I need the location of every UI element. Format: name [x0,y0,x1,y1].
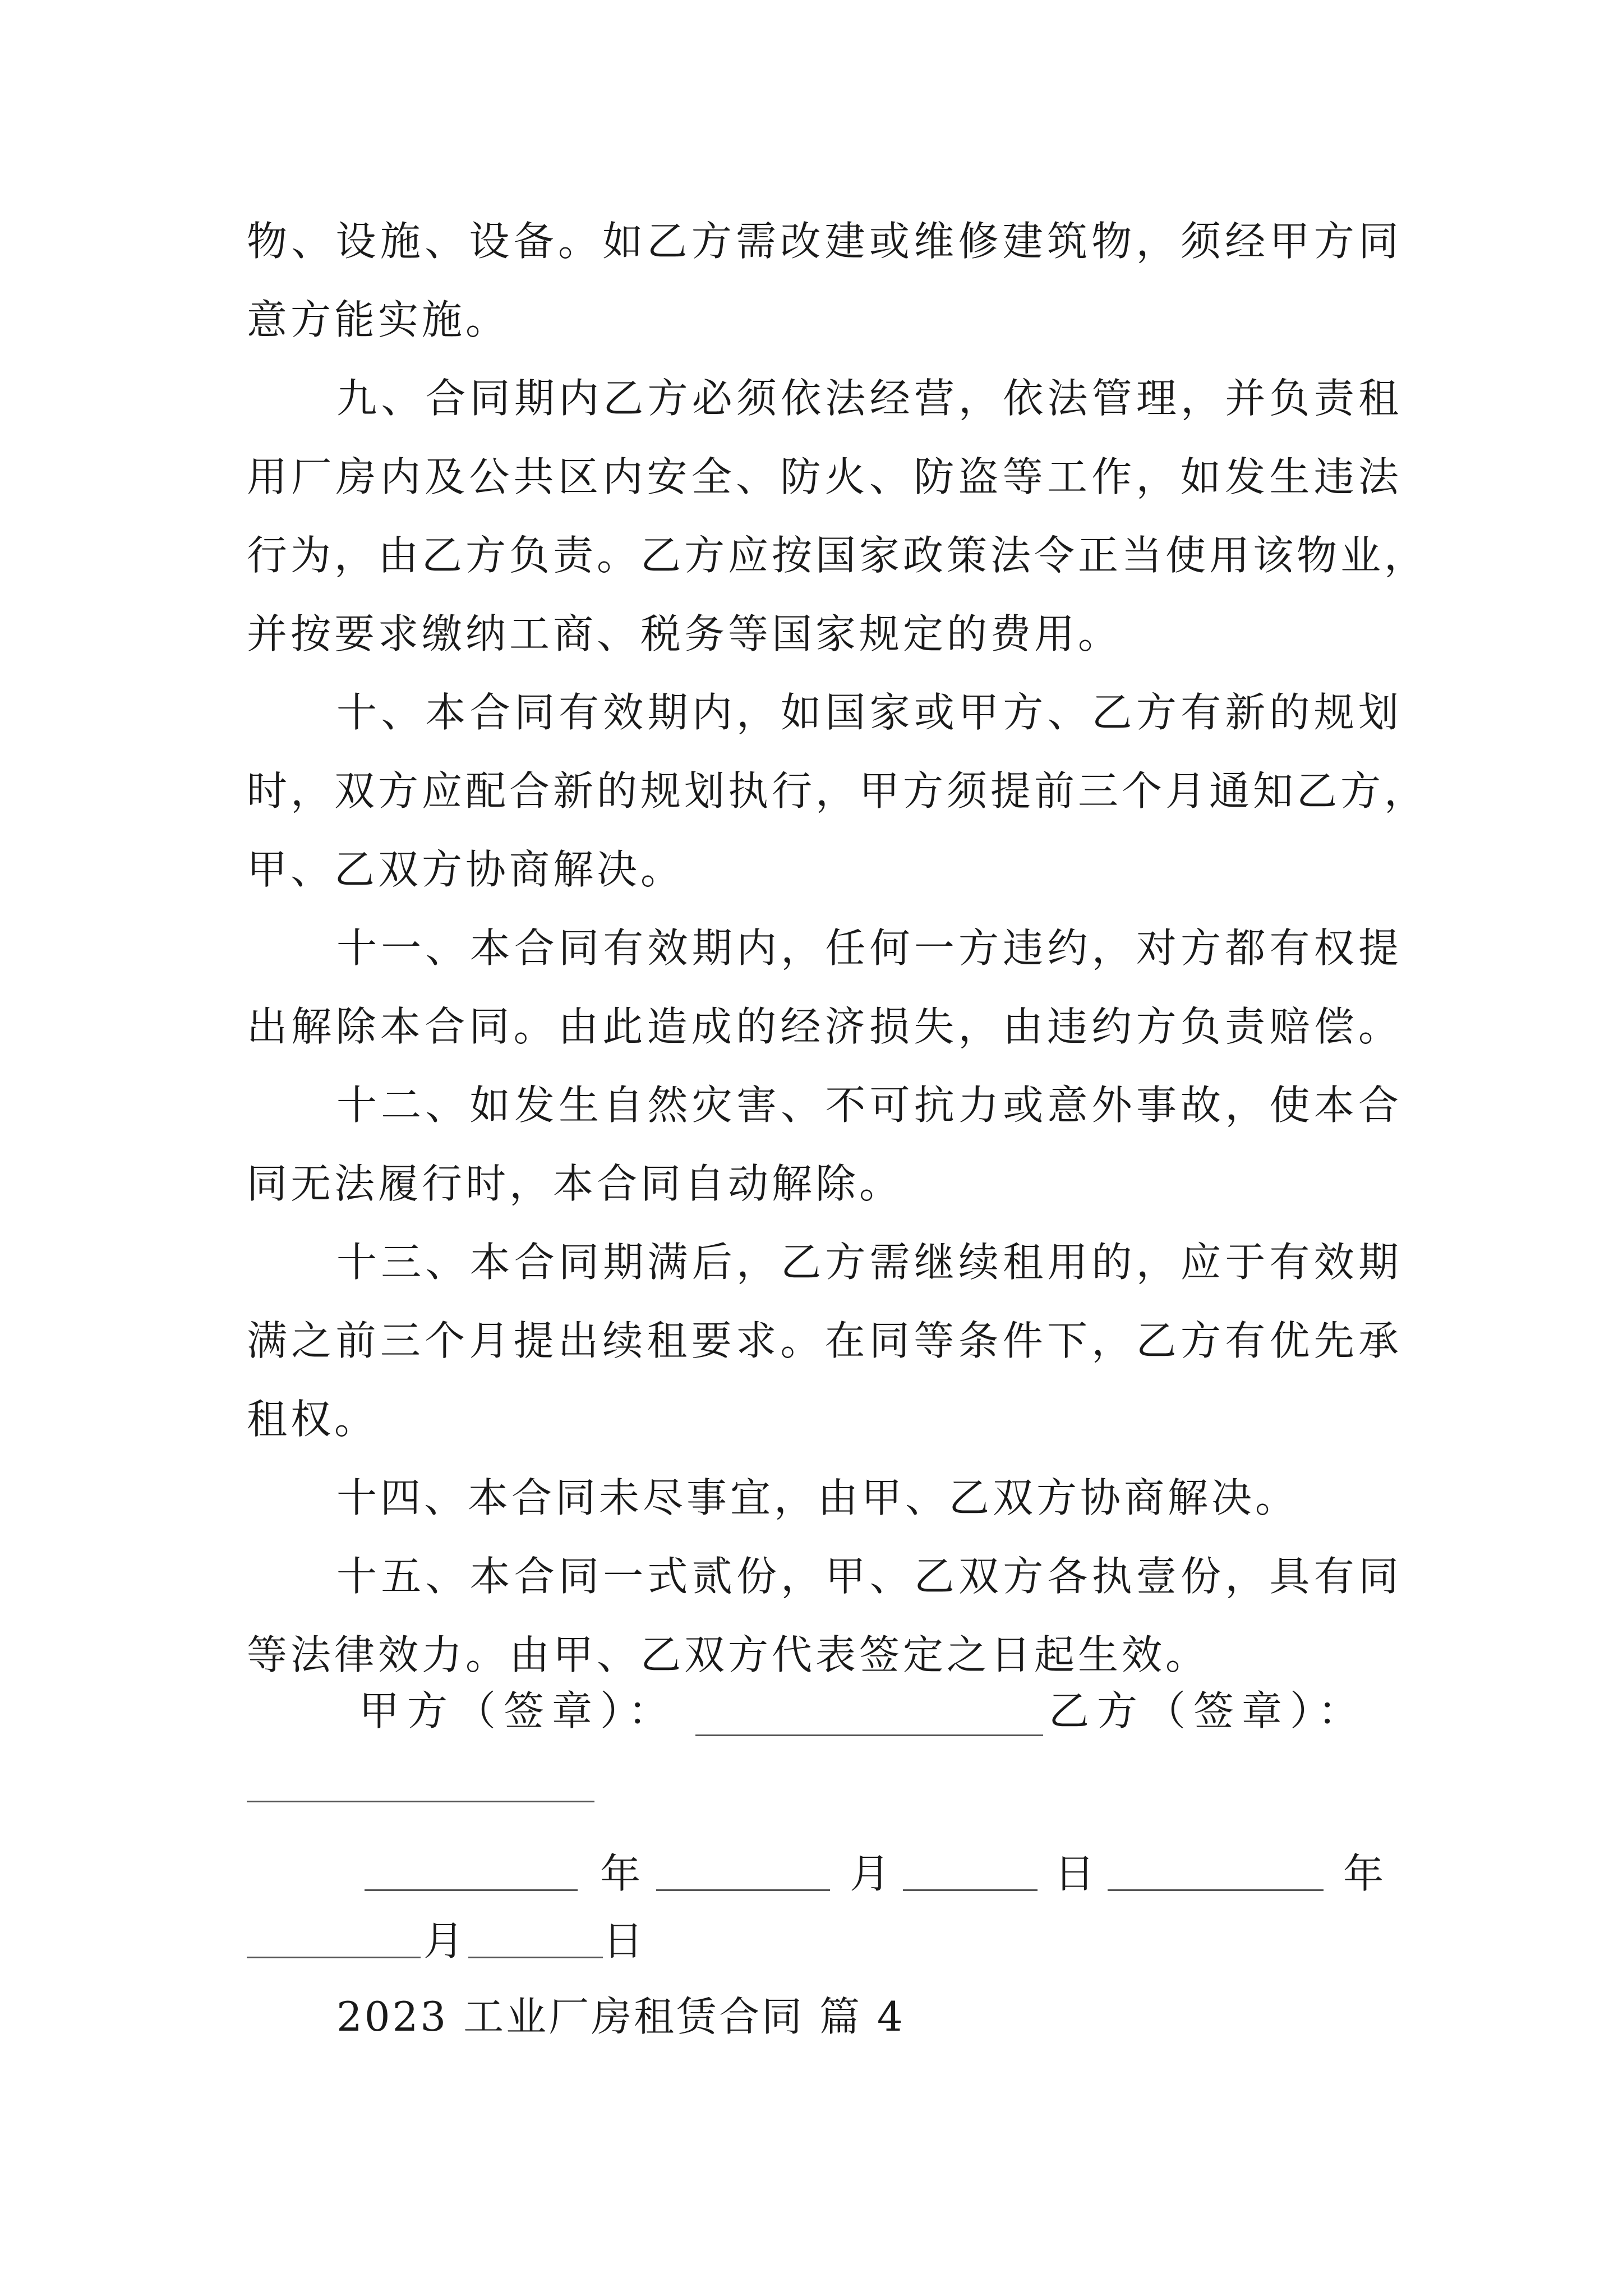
clause-13-line: 租权。 [247,1396,379,1443]
party-a-year-blank[interactable] [365,1889,578,1891]
clause-9-line: 用厂房内及公共区内安全、防火、防盗等工作，如发生违法 [247,453,1402,500]
clause-9-line: 行为，由乙方负责。乙方应按国家政策法令正当使用该物业， [247,532,1428,579]
clause-15-line: 等法律效力。由甲、乙双方代表签定之日起生效。 [247,1631,1210,1678]
paragraph-line: 意方能实施。 [247,296,510,343]
party-a-signature-line[interactable] [695,1734,1043,1736]
clause-14-line: 十四、本合同未尽事宜，由甲、乙双方协商解决。 [336,1474,1299,1521]
next-contract-heading: 2023 工业厂房租赁合同 篇 4 [336,1993,905,2040]
clause-10-line: 时，双方应配合新的规划执行，甲方须提前三个月通知乙方， [247,767,1428,815]
clause-11-line: 出解除本合同。由此造成的经济损失，由违约方负责赔偿。 [247,1003,1402,1050]
party-a-signature-label: 甲方（签章）： [359,1687,677,1734]
party-b-year-label: 年 [1343,1850,1384,1897]
clause-10-line: 十、本合同有效期内，如国家或甲方、乙方有新的规划 [336,689,1402,736]
clause-11-line: 十一、本合同有效期内，任何一方违约，对方都有权提 [336,924,1402,972]
clause-13-line: 满之前三个月提出续租要求。在同等条件下，乙方有优先承 [247,1317,1402,1364]
clause-9-line: 并按要求缴纳工商、税务等国家规定的费用。 [247,610,1122,657]
clause-10-line: 甲、乙双方协商解决。 [247,846,685,893]
party-b-day-label: 日 [603,1917,644,1964]
party-a-month-label: 月 [850,1850,891,1897]
clause-12-line: 同无法履行时，本合同自动解除。 [247,1160,903,1207]
clause-15-line: 十五、本合同一式贰份，甲、乙双方各执壹份，具有同 [336,1553,1402,1600]
party-a-day-label: 日 [1054,1850,1095,1897]
paragraph-line: 物、设施、设备。如乙方需改建或维修建筑物，须经甲方同 [247,218,1402,265]
party-b-signature-label: 乙方（签章）： [1049,1687,1367,1734]
party-b-signature-line[interactable] [247,1801,594,1802]
party-b-day-blank[interactable] [468,1957,603,1958]
party-b-year-blank[interactable] [1108,1889,1324,1891]
party-a-year-label: 年 [600,1850,641,1897]
party-b-month-blank[interactable] [247,1957,421,1958]
clause-13-line: 十三、本合同期满后，乙方需继续租用的，应于有效期 [336,1239,1402,1286]
clause-9-line: 九、合同期内乙方必须依法经营，依法管理，并负责租 [336,375,1402,422]
party-a-month-blank[interactable] [656,1889,830,1891]
party-b-month-label: 月 [423,1917,464,1964]
clause-12-line: 十二、如发生自然灾害、不可抗力或意外事故，使本合 [336,1082,1402,1129]
party-a-day-blank[interactable] [903,1889,1038,1891]
